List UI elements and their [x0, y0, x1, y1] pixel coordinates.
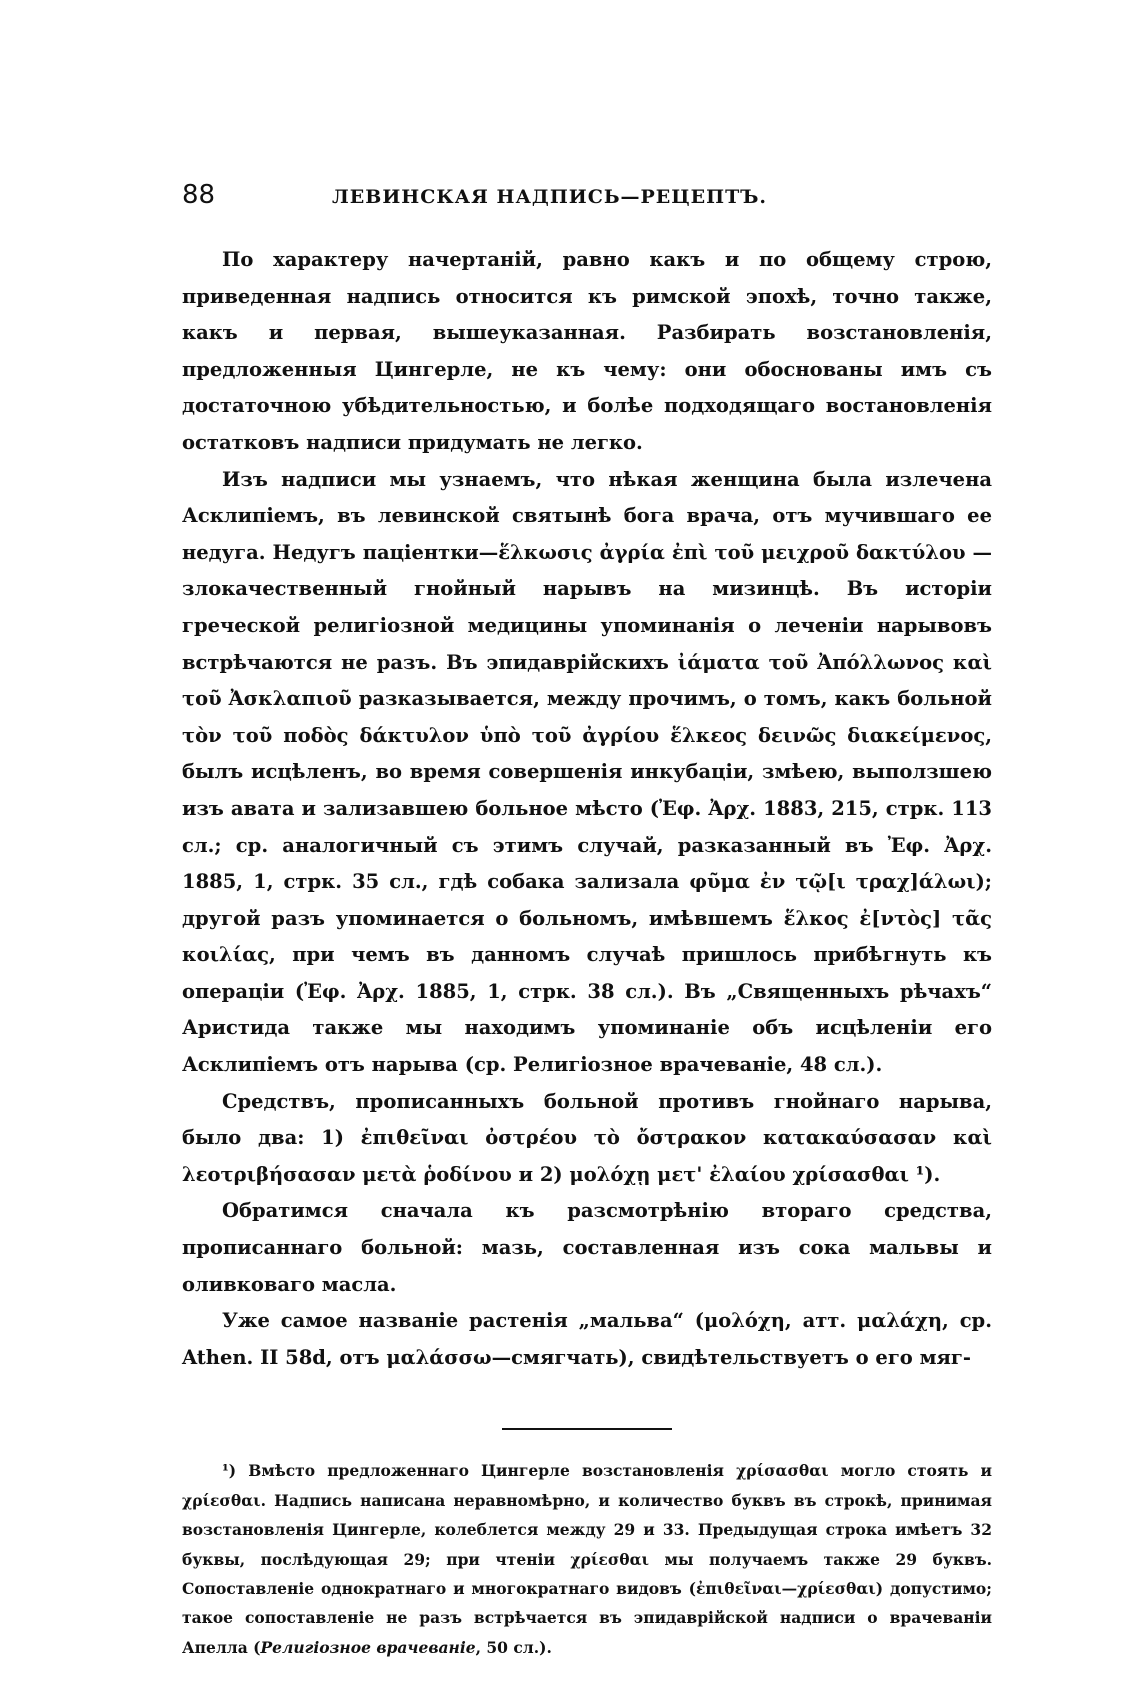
footnote-marker: ¹) — [222, 1461, 237, 1481]
page-header — [182, 180, 992, 216]
paragraph-3: Средствъ, прописанныхъ больной противъ гнойнаго нарыва, было два: 1) ἐπιθεῖναι ὀστρέου τὸ ὄστρακον κατακαύσασαν καὶ λεοτριβήσασαν μετὰ ῥοδίνου и 2) μολόχῃ μετ' ἐλαίου χρίσασθαι ¹). — [182, 1089, 992, 1186]
document-page — [182, 180, 992, 1662]
paragraph-1: По характеру начертаній, равно какъ и по общему строю, приведенная надпись относится къ римской эпохѣ, точно также, какъ и первая, вышеуказанная. Разбирать возстановленія, предложенныя Цингерле, не къ чему: они обоснованы имъ съ достаточною убѣдительностью, и болѣе подходящаго востановленія остатковъ надписи придумать не легко. — [182, 248, 992, 454]
footnote — [182, 1456, 992, 1662]
footnote-italic-ref: Религіозное врачеваніе — [260, 1637, 476, 1657]
page-number: 88 — [182, 180, 216, 210]
footnote-text: Вмѣсто предложеннаго Цингерле возстановленія χρίσασθαι могло стоять и χρίεσθαι. Надпись написана неравномѣрно, и количество буквъ въ строкѣ, принимая возстановленія Цингерле, колеблется между 29 и 33. Предыдущая строка имѣетъ 32 буквы, послѣдующая 29; при чтеніи χρίεσθαι мы получаемъ также 29 буквъ. Сопоставленіе однократнаго и многократнаго видовъ (ἐπιθεῖναι—χρίεσθαι) допустимо; такое сопоставленіе не разъ встрѣчается въ эпидаврійской надписи о врачеваніи Апелла ( — [182, 1461, 992, 1657]
paragraph-2: Изъ надписи мы узнаемъ, что нѣкая женщина была излечена Асклипіемъ, въ левинской святынѣ бога врача, отъ мучившаго ее недуга. Недугъ паціентки—ἕλκωσις ἀγρία ἐπὶ τοῦ μειχροῦ δακτύλου — злокачественный гнойный нарывъ на мизинцѣ. Въ исторіи греческой религіозной медицины упоминанія о леченіи нарывовъ встрѣчаются не разъ. Въ эпидаврійскихъ ἰάματα τοῦ Ἀπόλλωνος καὶ τοῦ Ἀσκλαπιοῦ разказывается, между прочимъ, о томъ, какъ больной τὸν τοῦ ποδὸς δάκτυλον ὑπὸ τοῦ ἀγρίου ἕλκεος δεινῶς διακείμενος, былъ исцѣленъ, во время совершенія инкубаціи, змѣею, выползшею изъ авата и зализавшею больное мѣсто (Ἐφ. Ἀρχ. 1883, 215, стрк. 113 сл.; ср. аналогичный съ этимъ случай, разказанный въ Ἐφ. Ἀρχ. 1885, 1, стрк. 35 сл., гдѣ собака зализала φῦμα ἐν τῷ[ι τραχ]άλωι); другой разъ упоминается о больномъ, имѣвшемъ ἕλκος ἐ[ντὸς] τᾶς κοιλίας, при чемъ въ данномъ случаѣ пришлось прибѣгнуть къ операціи (Ἐφ. Ἀρχ. 1885, 1, стрк. 38 сл.). Въ „Священныхъ рѣчахъ“ Аристида также мы находимъ упоминаніе объ исцѣленіи его Асклипіемъ отъ нарыва (ср. Религіозное врачеваніе, 48 сл.). — [182, 467, 992, 1077]
paragraph-4: Обратимся сначала къ разсмотрѣнію втораго средства, прописаннаго больной: мазь, составленная изъ сока мальвы и оливковаго масла. — [182, 1199, 992, 1296]
running-title: ЛЕВИНСКАЯ НАДПИСЬ—РЕЦЕПТЪ. — [332, 186, 767, 208]
footnote-divider — [502, 1428, 672, 1430]
body-text — [182, 242, 992, 1376]
footnote-tail: , 50 сл.). — [475, 1637, 552, 1657]
paragraph-5: Уже самое названіе растенія „мальва“ (μολόχη, атт. μαλάχη, ср. Athen. II 58d, отъ μαλάσσω—смягчать), свидѣтельствуетъ о его мяг- — [182, 1309, 992, 1369]
